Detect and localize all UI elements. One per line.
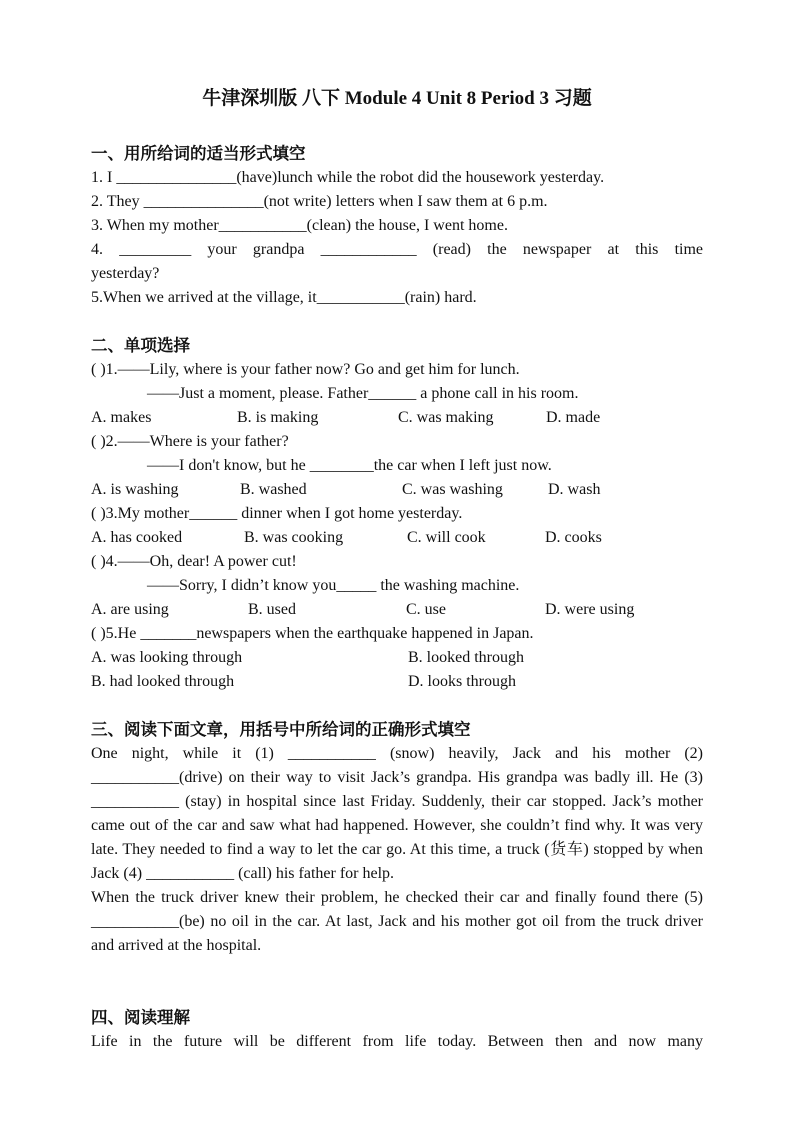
question-line: 2. They _______________(not write) letters when I saw them at 6 p.m.: [91, 193, 548, 210]
option-row: [91, 526, 703, 550]
option: D. wash: [548, 481, 601, 498]
question-stem: ( )1.——Lily, where is your father now? Go and get him for lunch.: [91, 361, 520, 378]
question-line: 4. _________ your grandpa ____________ (read) the newspaper at this time: [91, 241, 703, 258]
option: A. are using: [91, 601, 169, 618]
option: B. washed: [240, 481, 307, 498]
option: A. makes: [91, 409, 152, 426]
option: D. made: [546, 409, 601, 426]
passage-paragraph: When the truck driver knew their problem, he checked their car and finally found there (5) ___________(be) no oil in the car. At last, Jack and his mother got oil from the truck driver and arrived at the hospital.: [91, 889, 703, 954]
section-heading: 一、用所给词的适当形式填空: [91, 144, 306, 163]
option: B. is making: [237, 409, 319, 426]
section-heading: 三、阅读下面文章，用括号中所给词的正确形式填空: [91, 720, 471, 739]
option: C. will cook: [407, 529, 486, 546]
question-stem: ( )3.My mother______ dinner when I got home yesterday.: [91, 505, 463, 522]
section-heading: 四、阅读理解: [91, 1008, 190, 1027]
question-stem: ( )5.He _______newspapers when the earthquake happened in Japan.: [91, 625, 534, 642]
option: B. used: [248, 601, 296, 618]
page-title: 牛津深圳版 八下 Module 4 Unit 8 Period 3 习题: [202, 88, 592, 109]
option: C. was washing: [402, 481, 503, 498]
question-stem: ——Sorry, I didn’t know you_____ the washing machine.: [147, 577, 520, 594]
section-heading: 二、单项选择: [91, 336, 190, 355]
option-row: [91, 670, 703, 694]
question-stem: ( )2.——Where is your father?: [91, 433, 289, 450]
section-multiple-choice: [91, 334, 703, 694]
option: D. were using: [545, 601, 635, 618]
section-passage-fill: [91, 718, 703, 958]
option-row: [91, 598, 703, 622]
section-fill-in: [91, 142, 703, 310]
option-row: [91, 478, 703, 502]
option-row: [91, 646, 703, 670]
option: C. was making: [398, 409, 494, 426]
option: A. has cooked: [91, 529, 183, 546]
option: B. had looked through: [91, 673, 235, 690]
question-stem: ( )4.——Oh, dear! A power cut!: [91, 553, 297, 570]
section-reading: [91, 1006, 703, 1054]
option: C. use: [406, 601, 446, 618]
question-line: 1. I _______________(have)lunch while the robot did the housework yesterday.: [91, 169, 605, 186]
option: B. looked through: [408, 649, 524, 666]
option: A. was looking through: [91, 649, 243, 666]
reading-line: Life in the future will be different from life today. Between then and now many: [91, 1033, 703, 1050]
option-row: [91, 406, 703, 430]
passage-paragraph: One night, while it (1) ___________ (snow) heavily, Jack and his mother (2) ___________(drive) on their way to visit Jack’s grandpa. His grandpa was badly ill. He (3) ___________ (stay) in hospital since last Friday. Suddenly, their car stopped. Jack’s mother came out of the car and saw what had happened. However, she couldn’t find why. It was very late. They needed to find a way to let the car go. At this time, a truck (货车) stopped by when Jack (4) ___________ (call) his father for help.: [91, 745, 703, 882]
question-stem: ——Just a moment, please. Father______ a phone call in his room.: [147, 385, 579, 402]
question-stem: ——I don't know, but he ________the car when I left just now.: [147, 457, 552, 474]
question-line: 3. When my mother___________(clean) the house, I went home.: [91, 217, 508, 234]
option: A. is washing: [91, 481, 179, 498]
option: B. was cooking: [244, 529, 344, 546]
question-line: 5.When we arrived at the village, it___________(rain) hard.: [91, 289, 477, 306]
option: D. looks through: [408, 673, 516, 690]
option: D. cooks: [545, 529, 602, 546]
question-line: yesterday?: [91, 265, 160, 282]
